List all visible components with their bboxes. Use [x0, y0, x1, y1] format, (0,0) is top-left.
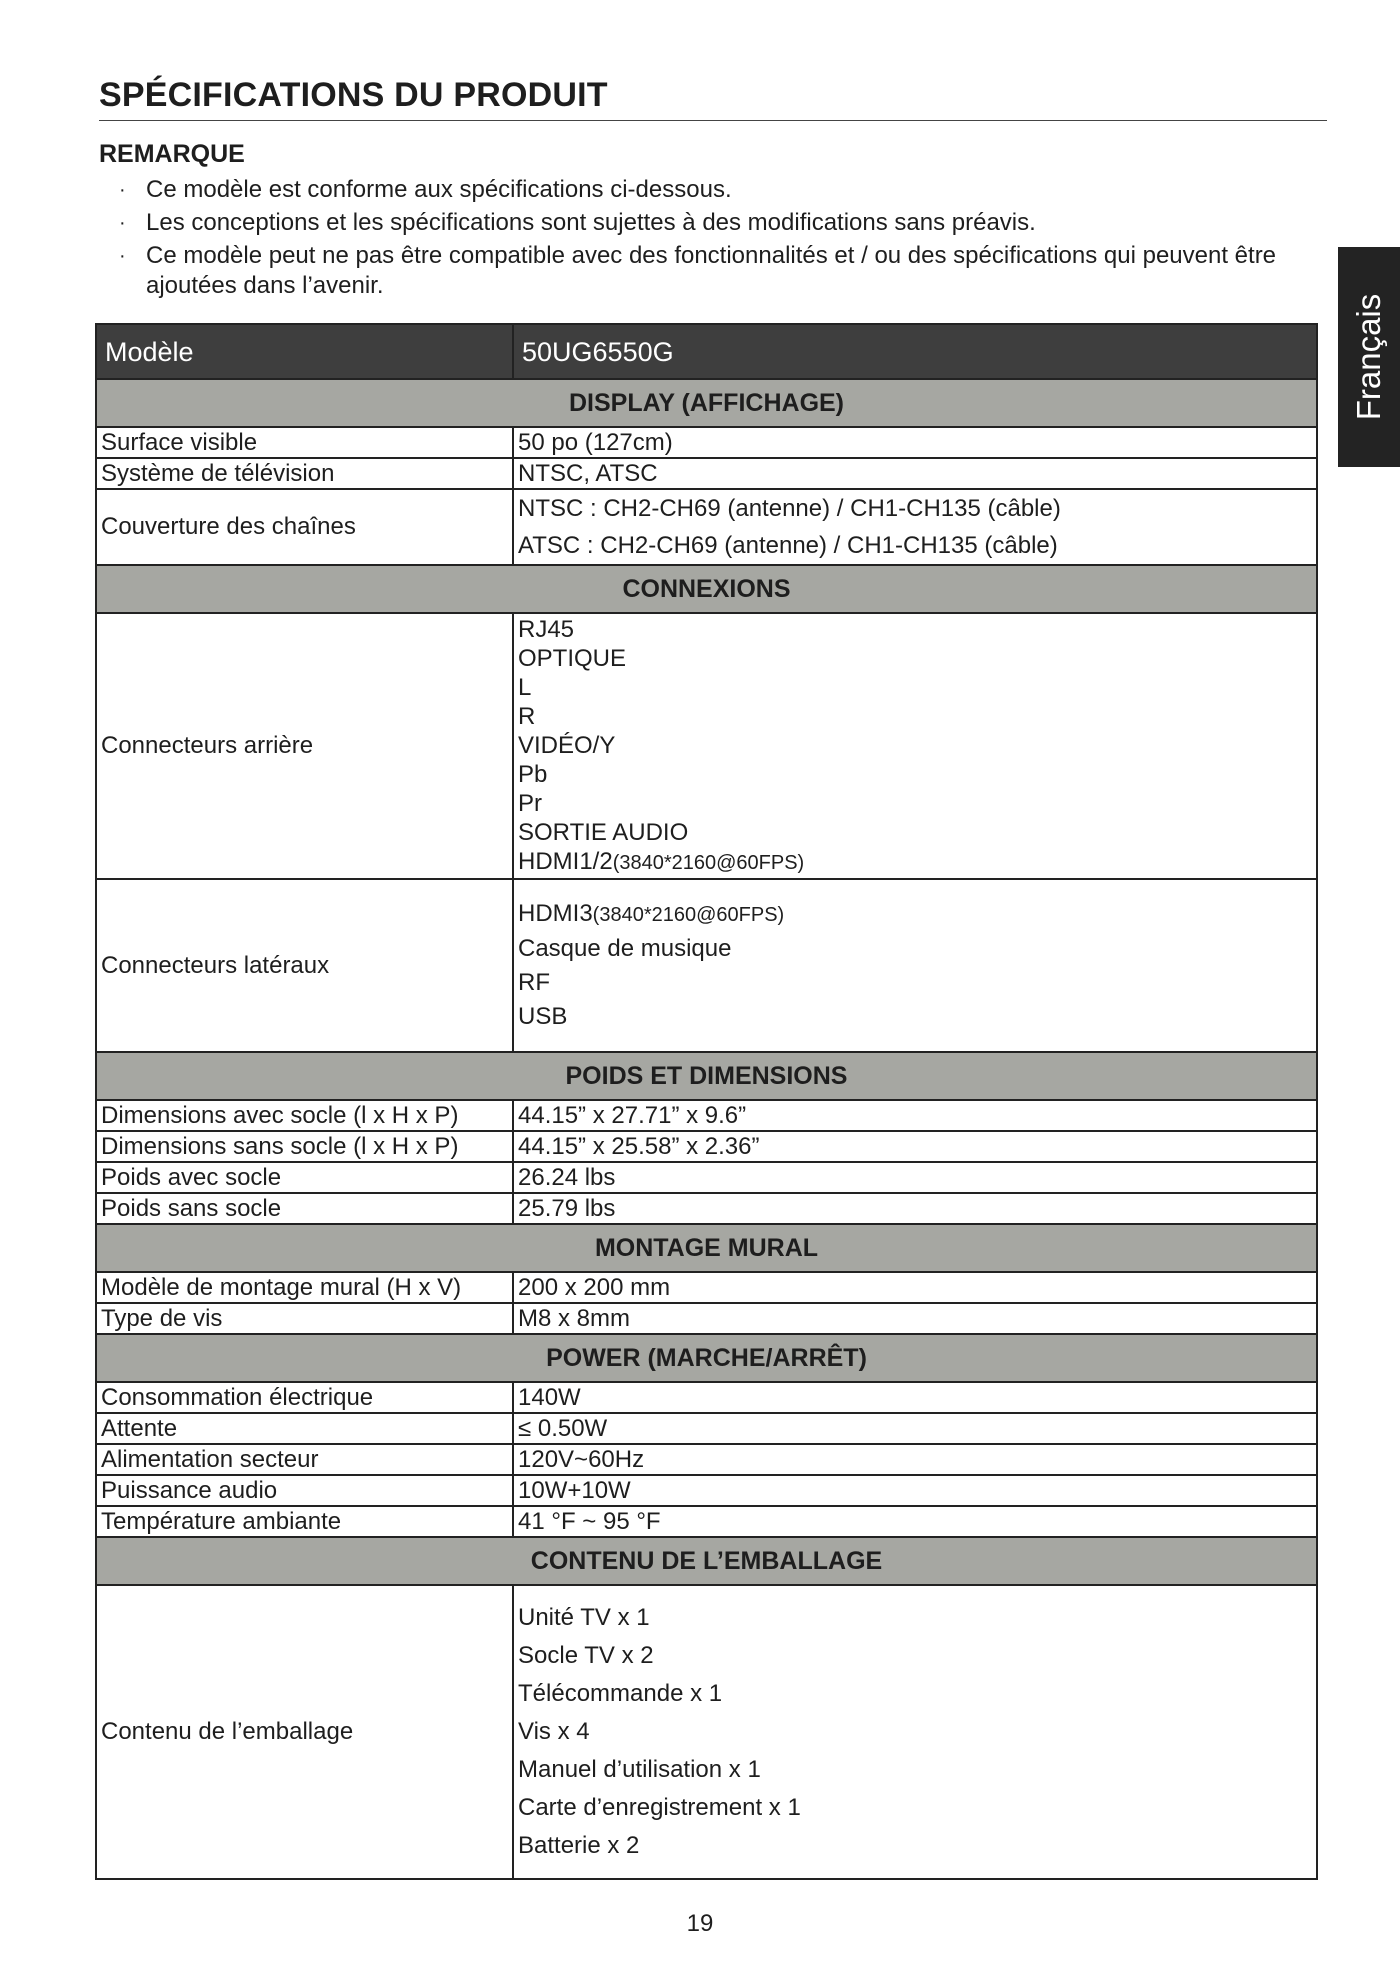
spec-label: Poids avec socle: [96, 1162, 513, 1193]
spec-label: Puissance audio: [96, 1475, 513, 1506]
package-item: Carte d’enregistrement x 1: [518, 1794, 801, 1821]
spec-label: Attente: [96, 1413, 513, 1444]
connector-item: OPTIQUE: [518, 644, 627, 672]
spec-label: Température ambiante: [96, 1506, 513, 1537]
connexions-heading: CONNEXIONS: [96, 565, 1317, 613]
model-value: 50UG6550G: [513, 324, 1317, 379]
connector-item: Pb: [518, 760, 548, 788]
language-tab-label: Français: [1350, 293, 1387, 421]
table-row: [96, 1131, 1317, 1162]
spec-label: Surface visible: [96, 427, 513, 458]
spec-value: 26.24 lbs: [513, 1162, 1317, 1193]
rear-connectors: [513, 613, 1317, 879]
remark-item: · Ce modèle est conforme aux spécifications ci-dessous.: [119, 176, 732, 203]
table-row: [96, 427, 1317, 458]
spec-value: 41 °F ~ 95 °F: [513, 1506, 1317, 1537]
model-label: Modèle: [96, 324, 513, 379]
remark-item: · Les conceptions et les spécifications sont sujettes à des modifications sans préavis.: [119, 209, 1036, 236]
connector-item: R: [518, 702, 536, 730]
connector-item: Pr: [518, 789, 542, 817]
hdmi-detail: (3840*2160@60FPS): [612, 851, 805, 874]
spec-value: 120V~60Hz: [513, 1444, 1317, 1475]
connector-item: SORTIE AUDIO: [518, 818, 689, 846]
coverage-line: ATSC : CH2-CH69 (antenne) / CH1-CH135 (câble): [518, 532, 1058, 559]
package-heading: CONTENU DE L’EMBALLAGE: [96, 1537, 1317, 1585]
table-row: [96, 1193, 1317, 1224]
connector-item: RF: [518, 969, 550, 996]
package-item: Vis x 4: [518, 1718, 590, 1745]
spec-label: Poids sans socle: [96, 1193, 513, 1224]
package-item: Batterie x 2: [518, 1832, 640, 1859]
side-connectors: [513, 879, 1317, 1052]
connector-item: L: [518, 673, 532, 701]
table-row: [96, 1382, 1317, 1413]
spec-value: ≤ 0.50W: [513, 1413, 1317, 1444]
spec-value: 44.15” x 25.58” x 2.36”: [513, 1131, 1317, 1162]
spec-label: Système de télévision: [96, 458, 513, 489]
hdmi-label: HDMI3: [518, 900, 593, 927]
package-item: Socle TV x 2: [518, 1642, 654, 1669]
connector-item: VIDÉO/Y: [518, 731, 616, 759]
connector-item: [518, 897, 1312, 932]
table-row: [96, 1100, 1317, 1131]
spec-value: 25.79 lbs: [513, 1193, 1317, 1224]
remark-item: · Ce modèle peut ne pas être compatible avec des fonctionnalités et / ou des spécifications qui peuvent être ajoutées dans l’avenir.: [119, 242, 1277, 299]
weight-heading: POIDS ET DIMENSIONS: [96, 1052, 1317, 1100]
table-row: [96, 613, 1317, 879]
table-row: [96, 879, 1317, 1052]
table-row: [96, 1506, 1317, 1537]
bullet-icon: ·: [119, 212, 126, 234]
display-heading: DISPLAY (AFFICHAGE): [96, 379, 1317, 427]
spec-table: [95, 323, 1318, 1880]
spec-value: 10W+10W: [513, 1475, 1317, 1506]
table-row: [96, 458, 1317, 489]
bullet-icon: ·: [119, 179, 126, 201]
hdmi-label: HDMI1/2: [518, 847, 613, 875]
table-row: [96, 1475, 1317, 1506]
section-header: [96, 1537, 1317, 1585]
connector-item: USB: [518, 1003, 568, 1030]
section-header: [96, 1224, 1317, 1272]
page-title: SPÉCIFICATIONS DU PRODUIT: [99, 76, 608, 114]
spec-label: Modèle de montage mural (H x V): [96, 1272, 513, 1303]
page-number: 19: [686, 1910, 714, 1937]
connector-item: Casque de musique: [518, 935, 732, 962]
table-row: [96, 1413, 1317, 1444]
spec-label: Couverture des chaînes: [96, 489, 513, 565]
section-header: [96, 379, 1317, 427]
connector-item: RJ45: [518, 615, 575, 643]
remark-heading: REMARQUE: [99, 140, 245, 168]
language-tab: [1338, 247, 1400, 467]
remark-list: [99, 175, 1327, 304]
spec-label: Connecteurs latéraux: [96, 879, 513, 1052]
title-divider: [99, 120, 1327, 121]
table-row: [96, 489, 1317, 565]
section-header: [96, 565, 1317, 613]
package-item: Unité TV x 1: [518, 1604, 650, 1631]
model-row: [96, 324, 1317, 379]
table-row: [96, 1272, 1317, 1303]
spec-label: Type de vis: [96, 1303, 513, 1334]
package-item: Manuel d’utilisation x 1: [518, 1756, 761, 1783]
spec-value: 44.15” x 27.71” x 9.6”: [513, 1100, 1317, 1131]
table-row: [96, 1585, 1317, 1879]
package-item: Télécommande x 1: [518, 1680, 723, 1707]
spec-label: Alimentation secteur: [96, 1444, 513, 1475]
connector-item: [518, 847, 1312, 878]
table-row: [96, 1162, 1317, 1193]
section-header: [96, 1334, 1317, 1382]
spec-value: [513, 489, 1317, 565]
spec-label: Contenu de l’emballage: [96, 1585, 513, 1879]
spec-label: Dimensions avec socle (l x H x P): [96, 1100, 513, 1131]
wall-heading: MONTAGE MURAL: [96, 1224, 1317, 1272]
spec-value: 50 po (127cm): [513, 427, 1317, 458]
spec-value: 200 x 200 mm: [513, 1272, 1317, 1303]
spec-value: NTSC, ATSC: [513, 458, 1317, 489]
spec-value: 140W: [513, 1382, 1317, 1413]
table-row: [96, 1303, 1317, 1334]
spec-label: Dimensions sans socle (l x H x P): [96, 1131, 513, 1162]
section-header: [96, 1052, 1317, 1100]
spec-value: M8 x 8mm: [513, 1303, 1317, 1334]
hdmi-detail: (3840*2160@60FPS): [592, 904, 785, 926]
spec-label: Consommation électrique: [96, 1382, 513, 1413]
bullet-icon: ·: [119, 245, 126, 267]
power-heading: POWER (MARCHE/ARRÊT): [96, 1334, 1317, 1382]
coverage-line: NTSC : CH2-CH69 (antenne) / CH1-CH135 (câble): [518, 495, 1061, 522]
package-items: [513, 1585, 1317, 1879]
table-row: [96, 1444, 1317, 1475]
spec-label: Connecteurs arrière: [96, 613, 513, 879]
